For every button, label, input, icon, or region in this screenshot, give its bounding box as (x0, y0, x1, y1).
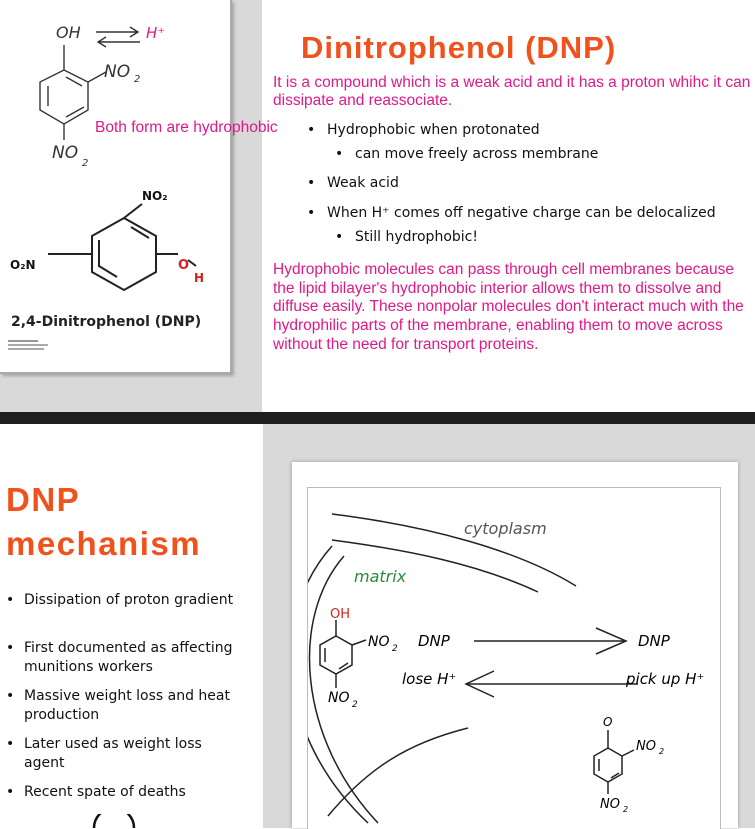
bullet-still-hydrophobic: • Still hydrophobic! (355, 229, 478, 245)
structure-no2-left-label: O₂N (10, 258, 36, 272)
phenolate-no2-bottom-label: NO (600, 797, 620, 812)
lose-h-plus-label: lose H⁺ (402, 670, 457, 688)
bullet-delocalized: • When H⁺ comes off negative charge can be delocalized (327, 205, 716, 221)
sketch-no2-side-label: NO (104, 62, 131, 82)
hydrophobic-explanation: Hydrophobic molecules can pass through cell membranes because the lipid bilayer's hydrophobic interior allows them to dissolve and diffuse easily. These nonpolar molecules don't interact much with the hydrophilic parts of the membrane, enabling them to move across without the need for transport proteins. (273, 261, 744, 353)
copyright-line-1 (8, 340, 38, 342)
dnp-left-label: DNP (418, 632, 450, 650)
mechanism-bullet-5: • Recent spate of deaths (24, 783, 244, 802)
bullet-move-freely: • can move freely across membrane (355, 146, 598, 162)
sketch-no2-bottom-label: NO (52, 143, 79, 163)
matrix-label: matrix (354, 567, 407, 586)
cytoplasm-label: cytoplasm (464, 519, 547, 538)
both-forms-note: Both form are hydrophobic (95, 119, 278, 136)
phenolate-no2-side-label: NO (636, 739, 656, 754)
diagram-no2-side-subscript: 2 (392, 644, 398, 654)
structure-no2-top-label: NO₂ (142, 189, 168, 203)
diagram-oh-label: OH (330, 607, 351, 622)
dnp-sketch-drawing (0, 0, 230, 190)
pick-up-h-plus-label: pick up H⁺ (626, 670, 705, 688)
copyright-line-2 (8, 344, 48, 346)
sketch-no2-bottom-subscript: 2 (82, 158, 89, 169)
mechanism-bullet-2: • First documented as affecting munitions workers (24, 639, 244, 677)
partial-circle-shape (92, 814, 136, 828)
copyright-line-3 (8, 348, 44, 350)
dnp-right-label: DNP (638, 632, 670, 650)
sketch-oh-label: OH (56, 23, 81, 42)
diagram-no2-bottom-label: NO (328, 690, 350, 706)
mechanism-diagram-frame (307, 487, 721, 829)
structure-caption: 2,4-Dinitrophenol (DNP) (11, 314, 202, 330)
diagram-no2-bottom-subscript: 2 (352, 700, 358, 710)
slide2-title (6, 478, 201, 566)
phenolate-oxygen-label: O (603, 715, 613, 729)
slide-divider (0, 412, 755, 424)
mechanism-bullet-3: • Massive weight loss and heat production (24, 687, 244, 725)
slide2-title-line2: mechanism (6, 525, 202, 562)
structure-hydrogen-label: H (194, 271, 205, 285)
mitochondria-membrane-drawing (308, 488, 720, 829)
phenolate-no2-bottom-subscript: 2 (623, 805, 629, 814)
diagram-no2-side-label: NO (368, 634, 390, 650)
bullet-weak-acid: • Weak acid (327, 175, 399, 191)
phenolate-no2-side-subscript: 2 (659, 747, 665, 756)
slide2-title-line1: DNP (6, 481, 81, 518)
dnp-structure-drawing (0, 180, 230, 310)
mechanism-bullet-4: • Later used as weight loss agent (24, 735, 244, 773)
structure-oxygen-label: O (178, 258, 190, 273)
sketch-no2-side-subscript: 2 (134, 74, 141, 85)
mechanism-bullet-1: • Dissipation of proton gradient (24, 591, 244, 610)
slide1-title: Dinitrophenol (DNP) (301, 30, 617, 65)
bullet-hydrophobic-protonated: • Hydrophobic when protonated (327, 122, 540, 138)
slide1-description: It is a compound which is a weak acid and it has a proton whihc it can dissipate and reassociate. (273, 74, 751, 109)
sketch-h-plus-label: H⁺ (146, 24, 166, 42)
structure-card (0, 0, 232, 374)
